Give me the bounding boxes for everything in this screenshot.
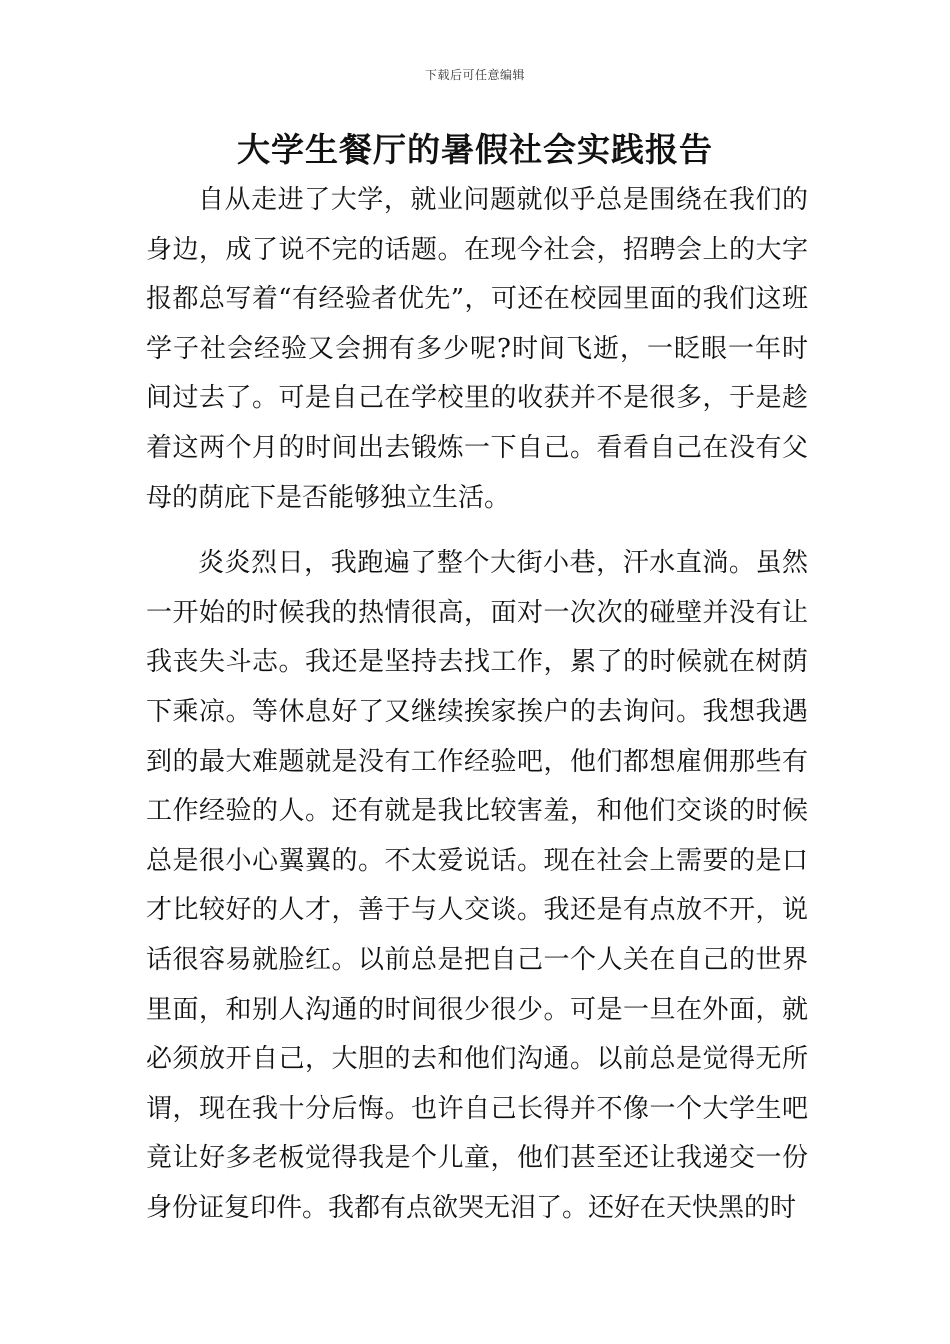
document-body bbox=[146, 176, 808, 1233]
header-note: 下载后可任意编辑 bbox=[424, 68, 525, 82]
document-title: 大学生餐厅的暑假社会实践报告 bbox=[237, 130, 713, 169]
paragraph: 炎炎烈日，我跑遍了整个大街小巷，汗水直淌。虽然一开始的时候我的热情很高，面对一次次的碰壁并没有让我丧失斗志。我还是坚持去找工作，累了的时候就在树荫下乘凉。等休息好了又继续挨家挨户的去询问。我想我遇到的最大难题就是没有工作经验吧，他们都想雇佣那些有工作经验的人。还有就是我比较害羞，和他们交谈的时候总是很小心翼翼的。不太爱说话。现在社会上需要的是口才比较好的人才，善于与人交谈。我还是有点放不开，说话很容易就脸红。以前总是把自己一个人关在自己的世界里面，和别人沟通的时间很少很少。可是一旦在外面，就必须放开自己，大胆的去和他们沟通。以前总是觉得无所谓，现在我十分后悔。也许自己长得并不像一个大学生吧竟让好多老板觉得我是个儿童，他们甚至还让我递交一份身份证复印件。我都有点欲哭无泪了。还好在天快黑的时 bbox=[146, 548, 808, 1223]
paragraph: 自从走进了大学，就业问题就似乎总是围绕在我们的身边，成了说不完的话题。在现今社会，招聘会上的大字报都总写着“有经验者优先”，可还在校园里面的我们这班学子社会经验又会拥有多少呢?时间飞逝，一眨眼一年时间过去了。可是自己在学校里的收获并不是很多，于是趁着这两个月的时间出去锻炼一下自己。看看自己在没有父母的荫庇下是否能够独立生活。 bbox=[146, 185, 808, 513]
